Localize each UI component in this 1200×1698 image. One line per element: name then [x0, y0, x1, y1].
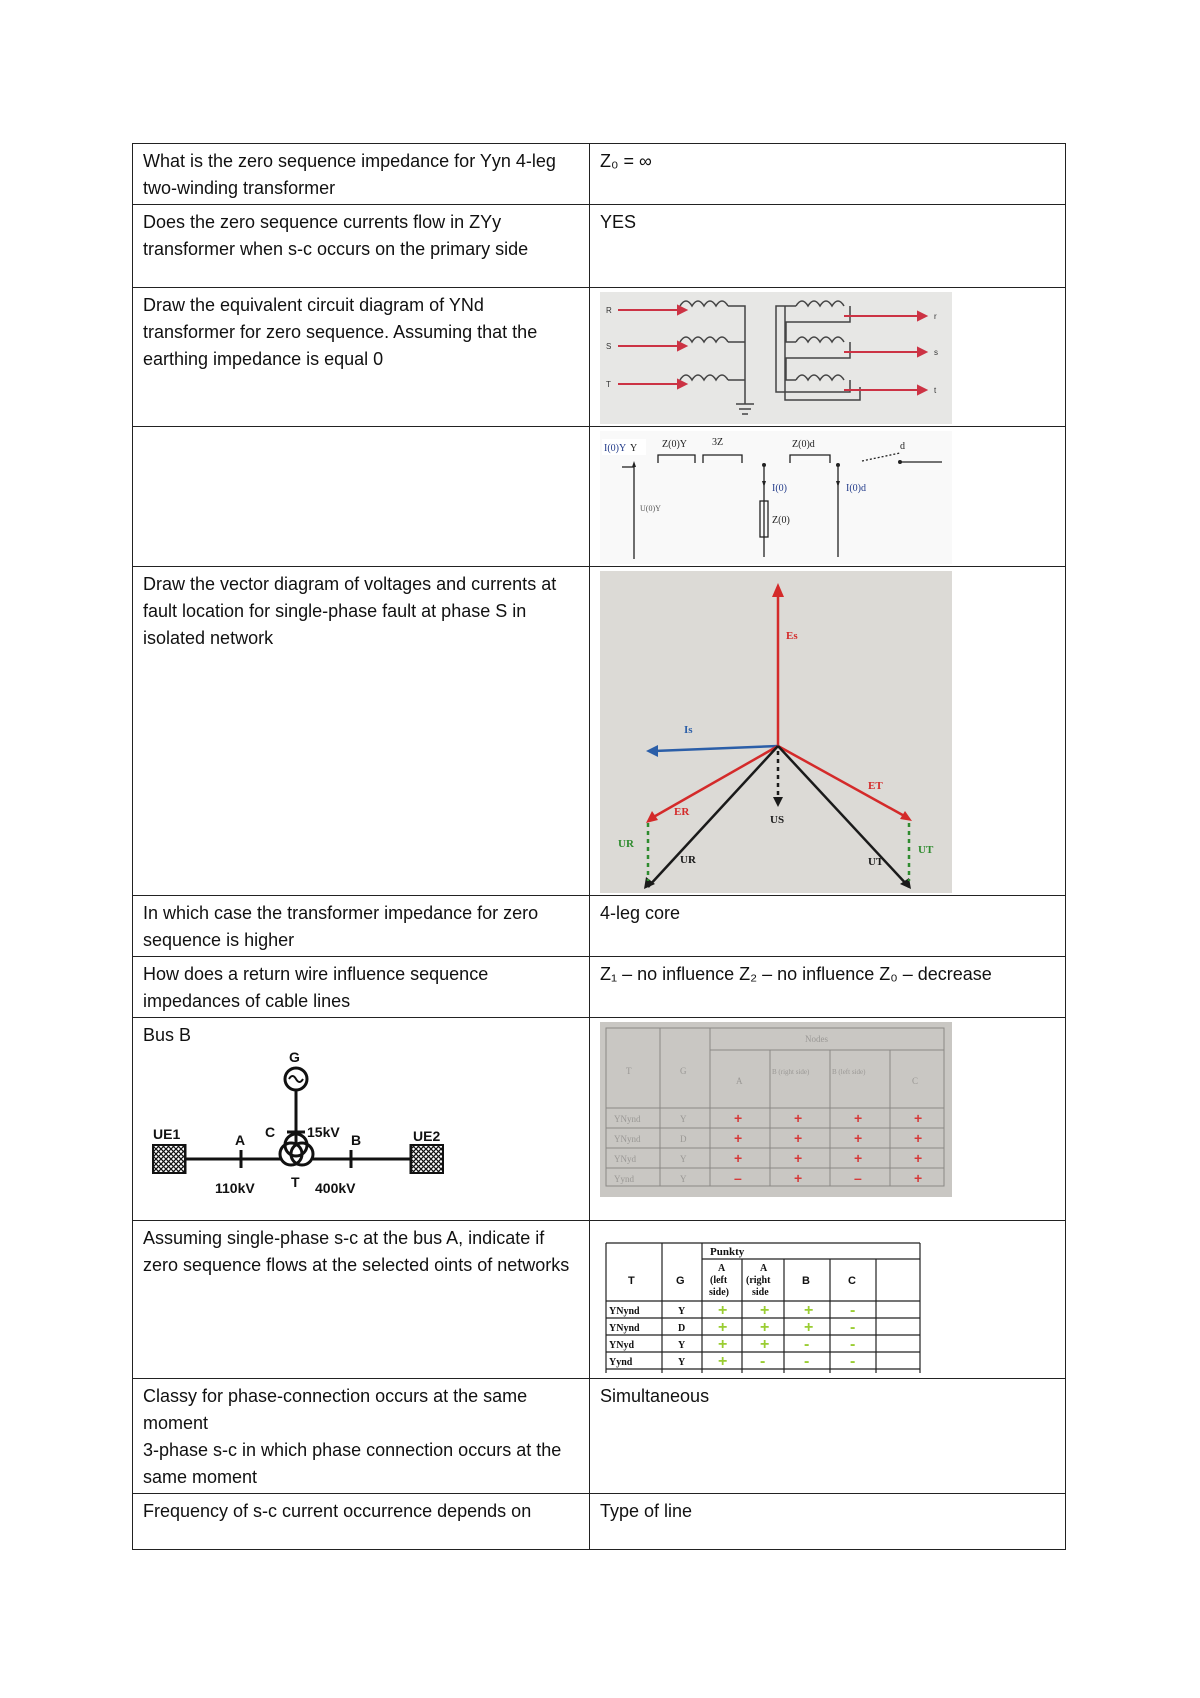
answer-cell — [590, 288, 1066, 427]
nodes-table-photo — [600, 1022, 952, 1197]
photo-table-mark: + — [914, 1170, 923, 1186]
punkty-col-header: (right — [746, 1275, 771, 1286]
punkty-cell: Yynd — [609, 1357, 633, 1368]
circuit-label: Z(0) — [772, 515, 790, 526]
question-cell: Draw the vector diagram of voltages and currents at fault location for single-phase fault at phase S in isolated network — [133, 567, 590, 896]
punkty-mark: - — [850, 1336, 856, 1353]
photo-table-header: Nodes — [805, 1034, 828, 1044]
table-row — [133, 288, 1066, 427]
circuit-label: I(0)d — [846, 483, 866, 494]
voltage-label: 400kV — [315, 1180, 356, 1196]
punkty-col-header: A — [718, 1263, 726, 1274]
vector-label: ET — [868, 780, 883, 792]
vector-label: UT — [868, 856, 884, 868]
photo-table-cell: Y — [680, 1114, 687, 1124]
photo-table-mark: + — [854, 1150, 863, 1166]
photo-table-mark: + — [794, 1150, 803, 1166]
punkty-mark: + — [718, 1353, 728, 1370]
table-row — [133, 205, 1066, 288]
punkty-mark: - — [804, 1336, 810, 1353]
question-cell — [133, 1379, 590, 1494]
circuit-label: Z(0)d — [792, 439, 815, 450]
photo-table-cell: D — [680, 1134, 687, 1144]
answer-cell: Z₀ = ∞ — [590, 144, 1066, 205]
vector-label: US — [770, 814, 785, 826]
photo-table-mark: – — [734, 1170, 742, 1186]
punkty-mark: + — [760, 1319, 770, 1336]
photo-table-cell: YNyd — [614, 1154, 636, 1164]
voltage-label: 110kV — [215, 1180, 255, 1196]
punkty-cell: Y — [678, 1306, 686, 1317]
punkty-col-header: G — [676, 1275, 685, 1287]
bus-b-diagram — [141, 1049, 451, 1209]
photo-table-cell: YNynd — [614, 1114, 641, 1124]
table-row — [133, 144, 1066, 205]
circuit-label: Z(0)Y — [662, 439, 687, 450]
question-line: Classy for phase-connection occurs at the same moment — [143, 1386, 528, 1433]
punkty-mark: - — [850, 1353, 856, 1370]
table-row — [133, 1018, 1066, 1221]
photo-table-cell: Y — [680, 1174, 687, 1184]
question-cell: Frequency of s-c current occurrence depends on — [133, 1494, 590, 1550]
photo-table-mark: + — [794, 1130, 803, 1146]
punkty-mark: + — [718, 1302, 728, 1319]
punkty-mark: + — [718, 1336, 728, 1353]
node-c-label: C — [265, 1124, 276, 1140]
output-label: r — [934, 312, 937, 321]
punkty-col-header: C — [848, 1275, 856, 1287]
photo-table-header: T — [626, 1066, 632, 1076]
question-cell — [133, 427, 590, 567]
punkty-cell: YNynd — [609, 1306, 640, 1317]
vector-label: Is — [684, 724, 693, 736]
ue1-label: UE1 — [153, 1126, 181, 1142]
question-cell — [133, 1018, 590, 1221]
vector-label: UT — [918, 844, 934, 856]
photo-table-header: B (right side) — [772, 1068, 810, 1076]
photo-table-header: B (left side) — [832, 1068, 866, 1076]
question-cell: How does a return wire influence sequence impedances of cable lines — [133, 957, 590, 1018]
table-row — [133, 567, 1066, 896]
vector-label: Es — [786, 630, 798, 642]
circuit-label: I(0)Y — [604, 443, 627, 454]
vector-label: ER — [674, 806, 690, 818]
photo-table-header: G — [680, 1066, 687, 1076]
photo-table-mark: + — [914, 1150, 923, 1166]
phase-label: R — [606, 306, 612, 315]
answer-cell — [590, 567, 1066, 896]
zero-sequence-equivalent-circuit — [600, 431, 952, 564]
vector-label: UR — [618, 838, 634, 850]
punkty-col-header: side) — [709, 1287, 729, 1298]
punkty-cell: D — [678, 1323, 686, 1334]
table-row — [133, 427, 1066, 567]
photo-table-mark: + — [734, 1150, 743, 1166]
punkty-col-header: side — [752, 1287, 769, 1298]
punkty-mark: + — [718, 1319, 728, 1336]
photo-table-cell: Y — [680, 1154, 687, 1164]
ue2-label: UE2 — [413, 1128, 441, 1144]
table-row — [133, 957, 1066, 1018]
punkty-cell: YNyd — [609, 1340, 635, 1351]
qa-table — [132, 143, 1066, 1550]
photo-table-mark: + — [794, 1110, 803, 1126]
punkty-mark: + — [804, 1319, 814, 1336]
answer-cell: Type of line — [590, 1494, 1066, 1550]
transformer-label: T — [291, 1174, 300, 1190]
answer-cell: Z₁ – no influence Z₂ – no influence Z₀ – decrease — [590, 957, 1066, 1018]
node-b-label: B — [351, 1132, 362, 1148]
phase-label: S — [606, 342, 612, 351]
punkty-table — [600, 1225, 930, 1375]
photo-table-header: C — [912, 1076, 919, 1086]
punkty-mark: - — [850, 1319, 856, 1336]
answer-cell: YES — [590, 205, 1066, 288]
output-label: t — [934, 386, 937, 395]
photo-table-mark: + — [734, 1130, 743, 1146]
bus-b-label: Bus B — [143, 1025, 192, 1045]
photo-table-mark: + — [914, 1130, 923, 1146]
question-cell: Assuming single-phase s-c at the bus A, indicate if zero sequence flows at the selected oints of networks — [133, 1221, 590, 1379]
punkty-mark: + — [804, 1302, 814, 1319]
punkty-mark: + — [760, 1336, 770, 1353]
voltage-label: 15kV — [307, 1124, 340, 1140]
answer-cell: Simultaneous — [590, 1379, 1066, 1494]
table-row — [133, 896, 1066, 957]
photo-table-mark: – — [854, 1170, 862, 1186]
transformer-winding-sketch — [600, 292, 952, 424]
node-a-label: A — [235, 1132, 246, 1148]
photo-table-mark: + — [854, 1110, 863, 1126]
circuit-label: I(0) — [772, 483, 787, 494]
punkty-col-header: (left — [710, 1275, 728, 1286]
answer-cell: 4-leg core — [590, 896, 1066, 957]
photo-table-mark: + — [794, 1170, 803, 1186]
punkty-mark: - — [850, 1302, 856, 1319]
circuit-label: d — [900, 441, 905, 452]
photo-table-header: A — [736, 1076, 743, 1086]
question-cell: What is the zero sequence impedance for Yyn 4-leg two-winding transformer — [133, 144, 590, 205]
table-row — [133, 1221, 1066, 1379]
photo-table-cell: Yynd — [614, 1174, 634, 1184]
circuit-label: 3Z — [712, 437, 724, 448]
question-cell: Draw the equivalent circuit diagram of YNd transformer for zero sequence. Assuming that the earthing impedance is equal 0 — [133, 288, 590, 427]
question-cell: Does the zero sequence currents flow in ZYy transformer when s-c occurs on the primary side — [133, 205, 590, 288]
generator-label: G — [289, 1049, 300, 1065]
circuit-label: Y — [630, 443, 638, 454]
photo-table-mark: + — [854, 1130, 863, 1146]
table-row — [133, 1379, 1066, 1494]
photo-table-cell: YNynd — [614, 1134, 641, 1144]
punkty-mark: - — [804, 1353, 810, 1370]
vector-label: UR — [680, 854, 696, 866]
punkty-mark: + — [760, 1302, 770, 1319]
question-line: 3-phase s-c in which phase connection occurs at the same moment — [143, 1440, 562, 1487]
circuit-label: U(0)Y — [640, 504, 661, 513]
question-cell: In which case the transformer impedance for zero sequence is higher — [133, 896, 590, 957]
punkty-cell: Y — [678, 1340, 686, 1351]
punkty-header: Punkty — [710, 1246, 745, 1258]
punkty-col-header: A — [760, 1263, 768, 1274]
punkty-cell: YNynd — [609, 1323, 640, 1334]
table-row — [133, 1494, 1066, 1550]
photo-table-mark: + — [734, 1110, 743, 1126]
punkty-cell: Y — [678, 1357, 686, 1368]
photo-table-mark: + — [914, 1110, 923, 1126]
answer-cell — [590, 1221, 1066, 1379]
phase-label: T — [606, 380, 611, 389]
output-label: s — [934, 348, 938, 357]
answer-cell — [590, 427, 1066, 567]
answer-cell — [590, 1018, 1066, 1221]
punkty-mark: - — [760, 1353, 766, 1370]
punkty-col-header: B — [802, 1275, 810, 1287]
punkty-col-header: T — [628, 1275, 635, 1287]
fault-vector-diagram — [600, 571, 952, 893]
